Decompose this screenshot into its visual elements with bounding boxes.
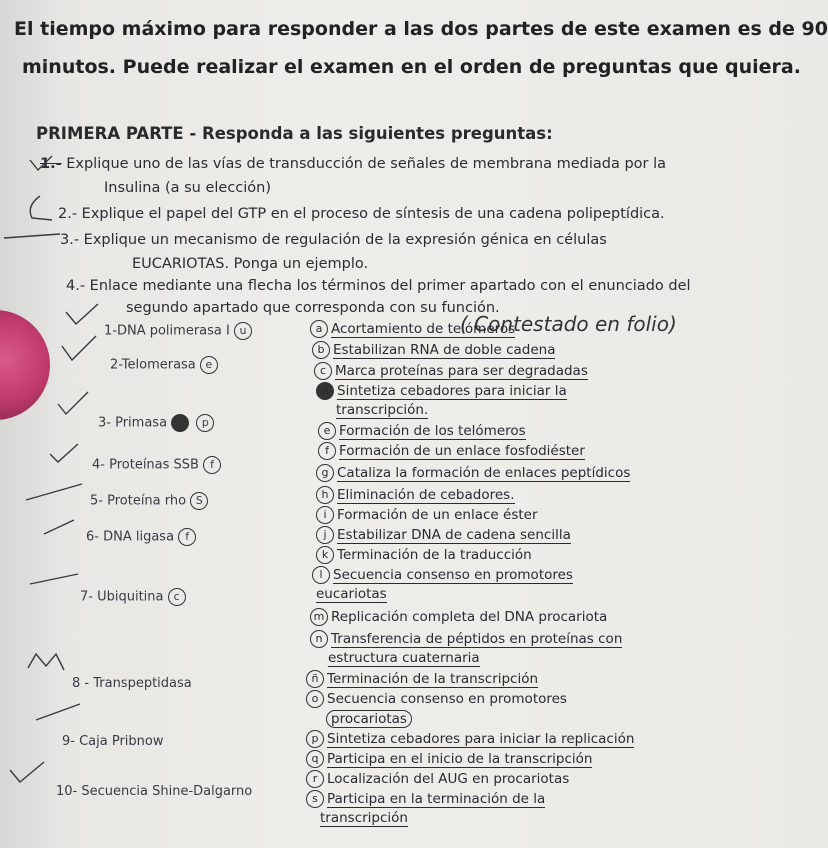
right-item-l-letter: l xyxy=(312,566,330,584)
right-item-g-text: Cataliza la formación de enlaces peptídicos xyxy=(337,465,631,481)
left-term-6-label: 6- DNA ligasa xyxy=(86,529,175,545)
question-2: 2.- Explique el papel del GTP en el proceso de síntesis de una cadena polipeptídica. xyxy=(58,206,665,222)
right-item-k-letter: k xyxy=(316,546,334,564)
check-mark-1 xyxy=(30,156,52,170)
right-item-q-letter: q xyxy=(306,750,324,768)
scribble-mark-11 xyxy=(28,654,64,670)
left-term-1-mark: u xyxy=(234,322,252,340)
pencil-line-8 xyxy=(26,484,82,500)
right-item-e-letter: e xyxy=(318,422,336,440)
right-item-q-text: Participa en el inicio de la transcripción xyxy=(327,751,593,767)
right-item-l-cont-text: eucariotas xyxy=(316,586,387,602)
left-term-3-mark: p xyxy=(196,414,214,432)
right-item-g-letter: g xyxy=(316,464,334,482)
right-item-n-letter: n xyxy=(310,630,328,648)
right-item-d-cont-text: transcripción. xyxy=(336,402,429,418)
left-term-6-mark: f xyxy=(178,528,196,546)
pencil-line-12 xyxy=(36,704,80,720)
right-item-r-letter: r xyxy=(306,770,324,788)
right-item-h-text: Eliminación de cebadores. xyxy=(337,487,515,503)
left-term-9: 9- Caja Pribnow xyxy=(62,734,164,749)
left-term-3-label: 3- Primasa xyxy=(98,415,168,431)
right-item-j-text: Estabilizar DNA de cadena sencilla xyxy=(337,527,571,543)
check-mark-13 xyxy=(10,762,44,782)
dash-mark-3 xyxy=(4,234,60,238)
left-term-7-mark: c xyxy=(168,588,186,606)
check-mark-6 xyxy=(58,392,88,414)
right-item-a-text: Acortamiento de telómeros xyxy=(331,321,516,337)
left-term-1-label: 1-DNA polimerasa I xyxy=(104,323,230,339)
left-term-7-label: 7- Ubiquitina xyxy=(80,589,164,605)
left-term-4-mark: f xyxy=(203,456,221,474)
check-mark-7 xyxy=(50,444,78,462)
right-item-ene-letter: ñ xyxy=(306,670,324,688)
right-item-i-text: Formación de un enlace éster xyxy=(337,507,538,523)
right-item-s-letter: s xyxy=(306,790,324,808)
question-4-cont: segundo apartado que corresponda con su función. xyxy=(126,300,500,316)
check-mark-4 xyxy=(66,304,98,324)
left-term-2-label: 2-Telomerasa xyxy=(110,357,196,373)
pencil-line-10 xyxy=(30,574,78,584)
question-3: 3.- Explique un mecanismo de regulación de la expresión génica en células xyxy=(60,232,607,248)
left-term-4-label: 4- Proteínas SSB xyxy=(92,457,199,473)
check-mark-5 xyxy=(62,336,96,360)
right-item-o-letter: o xyxy=(306,690,324,708)
right-item-ene-text: Terminación de la transcripción xyxy=(327,671,539,687)
left-term-5-mark: S xyxy=(190,492,208,510)
right-item-h-letter: h xyxy=(316,486,334,504)
right-item-d-text: Sintetiza cebadores para iniciar la xyxy=(337,383,567,399)
question-1-cont: Insulina (a su elección) xyxy=(104,180,272,196)
right-item-s-cont-text: transcripción xyxy=(320,810,408,826)
right-item-d-letter: d xyxy=(316,382,334,400)
right-item-c-text: Marca proteínas para ser degradadas xyxy=(335,363,588,379)
right-item-o-text: Secuencia consenso en promotores xyxy=(327,691,567,707)
right-item-m-text: Replicación completa del DNA procariota xyxy=(331,609,608,625)
pencil-line-9 xyxy=(44,520,74,534)
question-4: 4.- Enlace mediante una flecha los términos del primer apartado con el enunciado del xyxy=(66,278,691,294)
right-item-j-letter: j xyxy=(316,526,334,544)
left-term-8: 8 - Transpeptidasa xyxy=(72,676,192,691)
right-item-r-text: Localización del AUG en procariotas xyxy=(327,771,570,787)
left-term-10: 10- Secuencia Shine-Dalgarno xyxy=(56,784,253,799)
left-term-5-label: 5- Proteína rho xyxy=(90,493,187,509)
question-1-text: Explique uno de las vías de transducción de señales de membrana mediada por la xyxy=(66,156,667,172)
question-3-cont: EUCARIOTAS. Ponga un ejemplo. xyxy=(132,256,369,272)
right-item-f-letter: f xyxy=(318,442,336,460)
right-item-i-letter: i xyxy=(316,506,334,524)
handwritten-note: ( Contestado en folio) xyxy=(460,312,677,336)
right-item-k-text: Terminación de la traducción xyxy=(337,547,532,563)
intro-line-1: El tiempo máximo para responder a las dos partes de este examen es de 90 xyxy=(14,18,828,40)
bracket-mark-2 xyxy=(30,196,52,220)
right-item-m-letter: m xyxy=(310,608,328,626)
right-item-a-letter: a xyxy=(310,320,328,338)
right-item-e-text: Formación de los telómeros xyxy=(339,423,526,439)
part-heading: PRIMERA PARTE - Responda a las siguientes preguntas: xyxy=(36,124,553,143)
question-1-number: 1.- xyxy=(40,156,62,172)
right-item-c-letter: c xyxy=(314,362,332,380)
right-item-o-cont: procariotas xyxy=(326,710,412,728)
right-item-n-text: Transferencia de péptidos en proteínas con xyxy=(331,631,623,647)
right-item-s-text: Participa en la terminación de la xyxy=(327,791,546,807)
intro-line-2: minutos. Puede realizar el examen en el orden de preguntas que quiera. xyxy=(22,56,801,78)
right-item-l-text: Secuencia consenso en promotores xyxy=(333,567,573,583)
left-term-2-mark: e xyxy=(200,356,218,374)
right-item-b-letter: b xyxy=(312,341,330,359)
right-item-p-text: Sintetiza cebadores para iniciar la replicación xyxy=(327,731,635,747)
right-item-f-text: Formación de un enlace fosfodiéster xyxy=(339,443,585,459)
right-item-p-letter: p xyxy=(306,730,324,748)
right-item-b-text: Estabilizan RNA de doble cadena xyxy=(333,342,556,358)
right-item-n-cont-text: estructura cuaternaria xyxy=(328,650,480,666)
